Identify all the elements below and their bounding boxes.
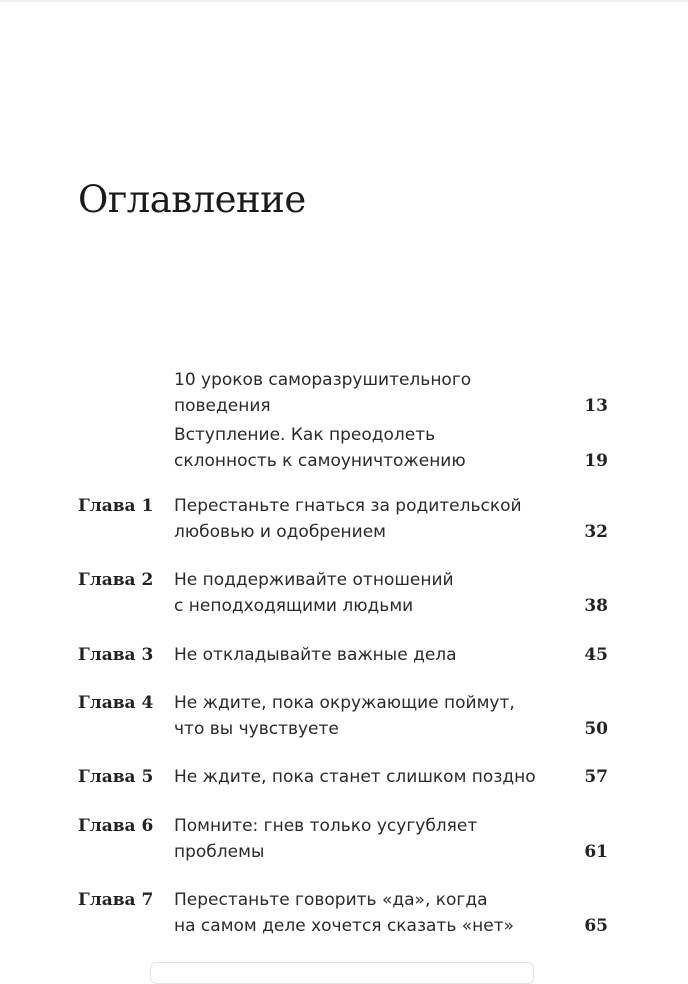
toc-entry-title [174,567,564,619]
toc-entry-title-line: склонность к самоуничтожению [174,451,466,471]
toc-entry-title [174,422,564,474]
toc-page-number: 19 [584,451,608,471]
toc-entry-title [174,642,564,668]
toc-chapter-label: Глава 1 [78,496,154,516]
toc-entry-title-line: поведения [174,396,271,416]
toc-entry-title-line: с неподходящими людьми [174,596,414,616]
toc-page-number: 65 [584,916,608,936]
bottom-toolbar-handle[interactable] [150,962,534,984]
toc-page-number: 13 [584,396,608,416]
toc-entry-title [174,813,564,865]
toc-entry-title-line: Не откладывайте важные дела [174,645,457,665]
toc-entry-title-line: Не ждите, пока станет слишком поздно [174,767,536,787]
toc-entry-title-line: Не поддерживайте отношений [174,570,454,590]
toc-page-number: 61 [584,842,608,862]
toc-entry-title-line: 10 уроков саморазрушительного [174,370,472,390]
toc-chapter-label: Глава 3 [78,645,154,665]
toc-entry-title [174,367,564,419]
toc-entry-title-line: что вы чувствуете [174,719,339,739]
toc-chapter-label: Глава 2 [78,570,154,590]
toc-chapter-label: Глава 6 [78,816,154,836]
toc-page-number: 45 [584,645,608,665]
toc-page-number: 50 [584,719,608,739]
toc-entry-title-line: Вступление. Как преодолеть [174,425,436,445]
toc-entry-title [174,493,564,545]
toc-entry-title-line: любовью и одобрением [174,522,387,542]
toc-page-number: 57 [584,767,608,787]
toc-entry-title [174,887,564,939]
toc-entry-title-line: на самом деле хочется сказать «нет» [174,916,515,936]
page-title: Оглавление [78,178,306,221]
toc-chapter-label: Глава 5 [78,767,154,787]
toc-entry-title-line: Перестаньте гнаться за родительской [174,496,522,516]
top-divider [0,0,688,2]
toc-entry-title-line: Не ждите, пока окружающие поймут, [174,693,515,713]
toc-entry-title-line: проблемы [174,842,265,862]
toc-page-number: 32 [584,522,608,542]
toc-chapter-label: Глава 7 [78,890,154,910]
toc-page-number: 38 [584,596,608,616]
toc-entry-title [174,690,564,742]
toc-entry-title-line: Помните: гнев только усугубляет [174,816,478,836]
toc-chapter-label: Глава 4 [78,693,154,713]
toc-entry-title-line: Перестаньте говорить «да», когда [174,890,488,910]
toc-entry-title [174,764,564,790]
